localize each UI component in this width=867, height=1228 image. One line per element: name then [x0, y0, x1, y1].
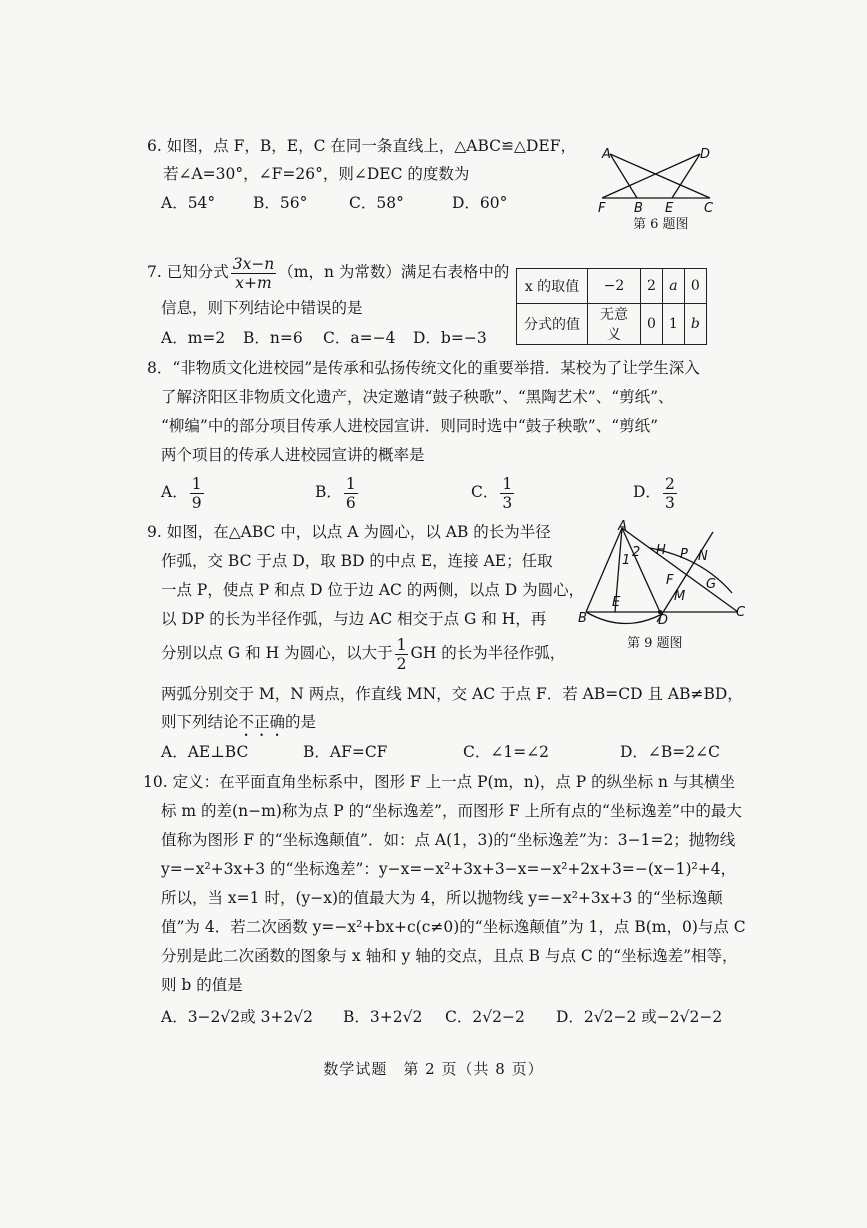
- q6-label-a: A: [602, 147, 611, 162]
- q6-option-c: C．58°: [349, 194, 404, 212]
- q8-option-num: 1: [345, 474, 356, 493]
- q9-line2: 作弧，交 BC 于点 D，取 BD 的中点 E，连接 AE；任取: [161, 552, 553, 570]
- q7-table-row: [517, 304, 707, 345]
- q8-option-den: 6: [345, 493, 356, 512]
- q8-line2: 了解济阳区非物质文化遗产，决定邀请“鼓子秧歌”、“黑陶艺术”、“剪纸”、: [161, 388, 674, 406]
- q7-cell: 0: [684, 269, 706, 304]
- q9-label-m: M: [674, 589, 686, 604]
- q8-option-den: 3: [502, 493, 513, 512]
- q10-line2: 标 m 的差(n−m)称为点 P 的“坐标逸差”，而图形 F 上所有点的“坐标逸差”中的最大: [161, 802, 742, 820]
- q7-fraction: [231, 255, 277, 292]
- q9-emphasis: 不正确: [238, 713, 286, 731]
- q7-option-a: A．m=2: [161, 329, 226, 347]
- q7-cell: a: [662, 269, 684, 304]
- q9-line5-post: GH 的长为半径作弧，: [410, 644, 566, 662]
- q9-line6: 两弧分别交于 M，N 两点，作直线 MN，交 AC 于点 F．若 AB=CD 且 AB≠BD，: [161, 685, 743, 703]
- q7-line1: [147, 254, 509, 292]
- q8-option-d: [633, 472, 679, 512]
- q9-line5-pre: 分别以点 G 和 H 为圆心，以大于: [161, 644, 393, 662]
- q7-cell: −2: [588, 269, 641, 304]
- q8-option-b: [315, 472, 360, 512]
- q6-label-d: D: [700, 147, 711, 162]
- q7-cell: x 的取值: [517, 269, 588, 304]
- q9-label-a: A: [618, 519, 627, 534]
- page-footer: 数学试题 第 2 页（共 8 页）: [323, 1060, 544, 1078]
- q9-half-num: 1: [396, 635, 407, 654]
- q6-label-e: E: [665, 201, 674, 216]
- q10-option-a: A．3−2√2或 3+2√2: [161, 1008, 314, 1026]
- q7-numerator: 3x−n: [232, 254, 275, 273]
- q10-line8: 则 b 的值是: [161, 976, 243, 994]
- q9-label-angle1: 1: [622, 553, 631, 568]
- q8-option-num: 1: [502, 474, 513, 493]
- q9-line4: 以 DP 的长为半径作弧，与边 AC 相交于点 G 和 H，再: [161, 610, 547, 628]
- q9-option-b: B．AF=CF: [303, 743, 388, 761]
- q7-option-d: D．b=−3: [413, 329, 487, 347]
- q9-line7: [161, 711, 316, 740]
- q9-caption: 第 9 题图: [627, 636, 683, 651]
- q7-cell: 1: [662, 304, 684, 345]
- q8-option-den: 9: [191, 493, 202, 512]
- q10-option-d: D．2√2−2 或−2√2−2: [556, 1008, 723, 1026]
- q9-option-a: A．AE⊥BC: [161, 743, 249, 761]
- q9-line5: [161, 634, 565, 673]
- q7-cell: 分式的值: [517, 304, 588, 345]
- q8-option-num: 2: [664, 474, 675, 493]
- q7-table: [516, 268, 707, 345]
- q7-option-c: C．a=−4: [323, 329, 396, 347]
- q9-label-p: P: [680, 547, 688, 562]
- q7-suffix: （m，n 为常数）满足右表格中的: [278, 263, 510, 281]
- q6-caption: 第 6 题图: [633, 217, 689, 232]
- q9-label-n: N: [698, 549, 708, 564]
- q6-option-a: A．54°: [161, 194, 216, 212]
- q10-line3: 值称为图形 F 的“坐标逸颠值”．如：点 A(1，3)的“坐标逸差”为：3−1=2；抛物线: [161, 831, 736, 849]
- q8-option-label: D．: [633, 483, 661, 501]
- q8-option-num: 1: [191, 474, 202, 493]
- q7-cell: 2: [641, 269, 663, 304]
- q9-label-angle2: 2: [632, 545, 641, 560]
- q10-option-b: B．3+2√2: [343, 1008, 423, 1026]
- q6-label-f: F: [598, 201, 606, 216]
- q8-option-label: A．: [161, 483, 188, 501]
- q9-figure: [572, 518, 752, 630]
- q9-line7-post: 的是: [285, 713, 317, 731]
- q10-line7: 分别是此二次函数的图象与 x 轴和 y 轴的交点，且点 B 与点 C 的“坐标逸差”相等，: [161, 947, 738, 965]
- q9-line1: 9. 如图，在△ABC 中，以点 A 为圆心，以 AB 的长为半径: [147, 523, 551, 541]
- q9-option-d: D．∠B=2∠C: [620, 743, 721, 761]
- q8-option-den: 3: [664, 493, 675, 512]
- q8-option-a: [161, 472, 206, 512]
- q6-line2: 若∠A=30°，∠F=26°，则∠DEC 的度数为: [163, 165, 470, 183]
- q9-line7-pre: 则下列结论: [161, 713, 239, 731]
- q8-option-c: [471, 472, 516, 512]
- q6-option-d: D．60°: [452, 194, 508, 212]
- q6-label-b: B: [634, 201, 643, 216]
- q7-cell: 0: [641, 304, 663, 345]
- q7-option-b: B．n=6: [243, 329, 303, 347]
- q9-option-c: C．∠1=∠2: [463, 743, 550, 761]
- q9-label-c: C: [736, 605, 746, 620]
- q7-prefix: 7. 已知分式: [147, 263, 229, 281]
- q8-option-label: C．: [471, 483, 499, 501]
- q7-denominator: x+m: [235, 273, 272, 292]
- q9-label-h: H: [656, 543, 666, 558]
- q6-label-c: C: [704, 201, 714, 216]
- q7-line2: 信息，则下列结论中错误的是: [161, 299, 363, 317]
- q9-label-f: F: [666, 573, 674, 588]
- q10-line6: 值”为 4．若二次函数 y=−x²+bx+c(c≠0)的“坐标逸颠值”为 1，点 B(m，0)与点 C: [161, 918, 746, 936]
- q9-label-e: E: [612, 595, 621, 610]
- q8-line1: 8．“非物质文化进校园”是传承和弘扬传统文化的重要举措．某校为了让学生深入: [147, 359, 700, 377]
- q6-line1: 6. 如图，点 F，B，E，C 在同一条直线上，△ABC≌△DEF，: [147, 137, 576, 155]
- q10-option-c: C．2√2−2: [445, 1008, 525, 1026]
- q7-cell: b: [684, 304, 706, 345]
- q10-line5: 所以，当 x=1 时，(y−x)的值最大为 4，所以抛物线 y=−x²+3x+3 的“坐标逸颠: [161, 889, 723, 907]
- q8-line3: “柳编”中的部分项目传承人进校园宣讲．则同时选中“鼓子秧歌”、“剪纸”: [161, 417, 659, 435]
- q6-option-b: B．56°: [253, 194, 308, 212]
- q7-cell: 无意义: [588, 304, 641, 345]
- q9-label-b: B: [578, 611, 587, 626]
- q8-option-label: B．: [315, 483, 342, 501]
- q6-figure: [592, 140, 722, 216]
- q10-line1: 10. 定义：在平面直角坐标系中，图形 F 上一点 P(m，n)，点 P 的纵坐标 n 与其横坐: [143, 773, 735, 791]
- q8-line4: 两个项目的传承人进校园宣讲的概率是: [161, 446, 425, 464]
- q9-label-g: G: [706, 577, 717, 592]
- q9-half-den: 2: [396, 654, 407, 673]
- q9-line3: 一点 P，使点 P 和点 D 位于边 AC 的两侧，以点 D 为圆心，: [161, 581, 585, 599]
- q9-label-d: D: [658, 613, 669, 628]
- q10-line4: y=−x²+3x+3 的“坐标逸差”：y−x=−x²+3x+3−x=−x²+2x+3=−(x−1)²+4，: [161, 860, 737, 878]
- q7-table-row: [517, 269, 707, 304]
